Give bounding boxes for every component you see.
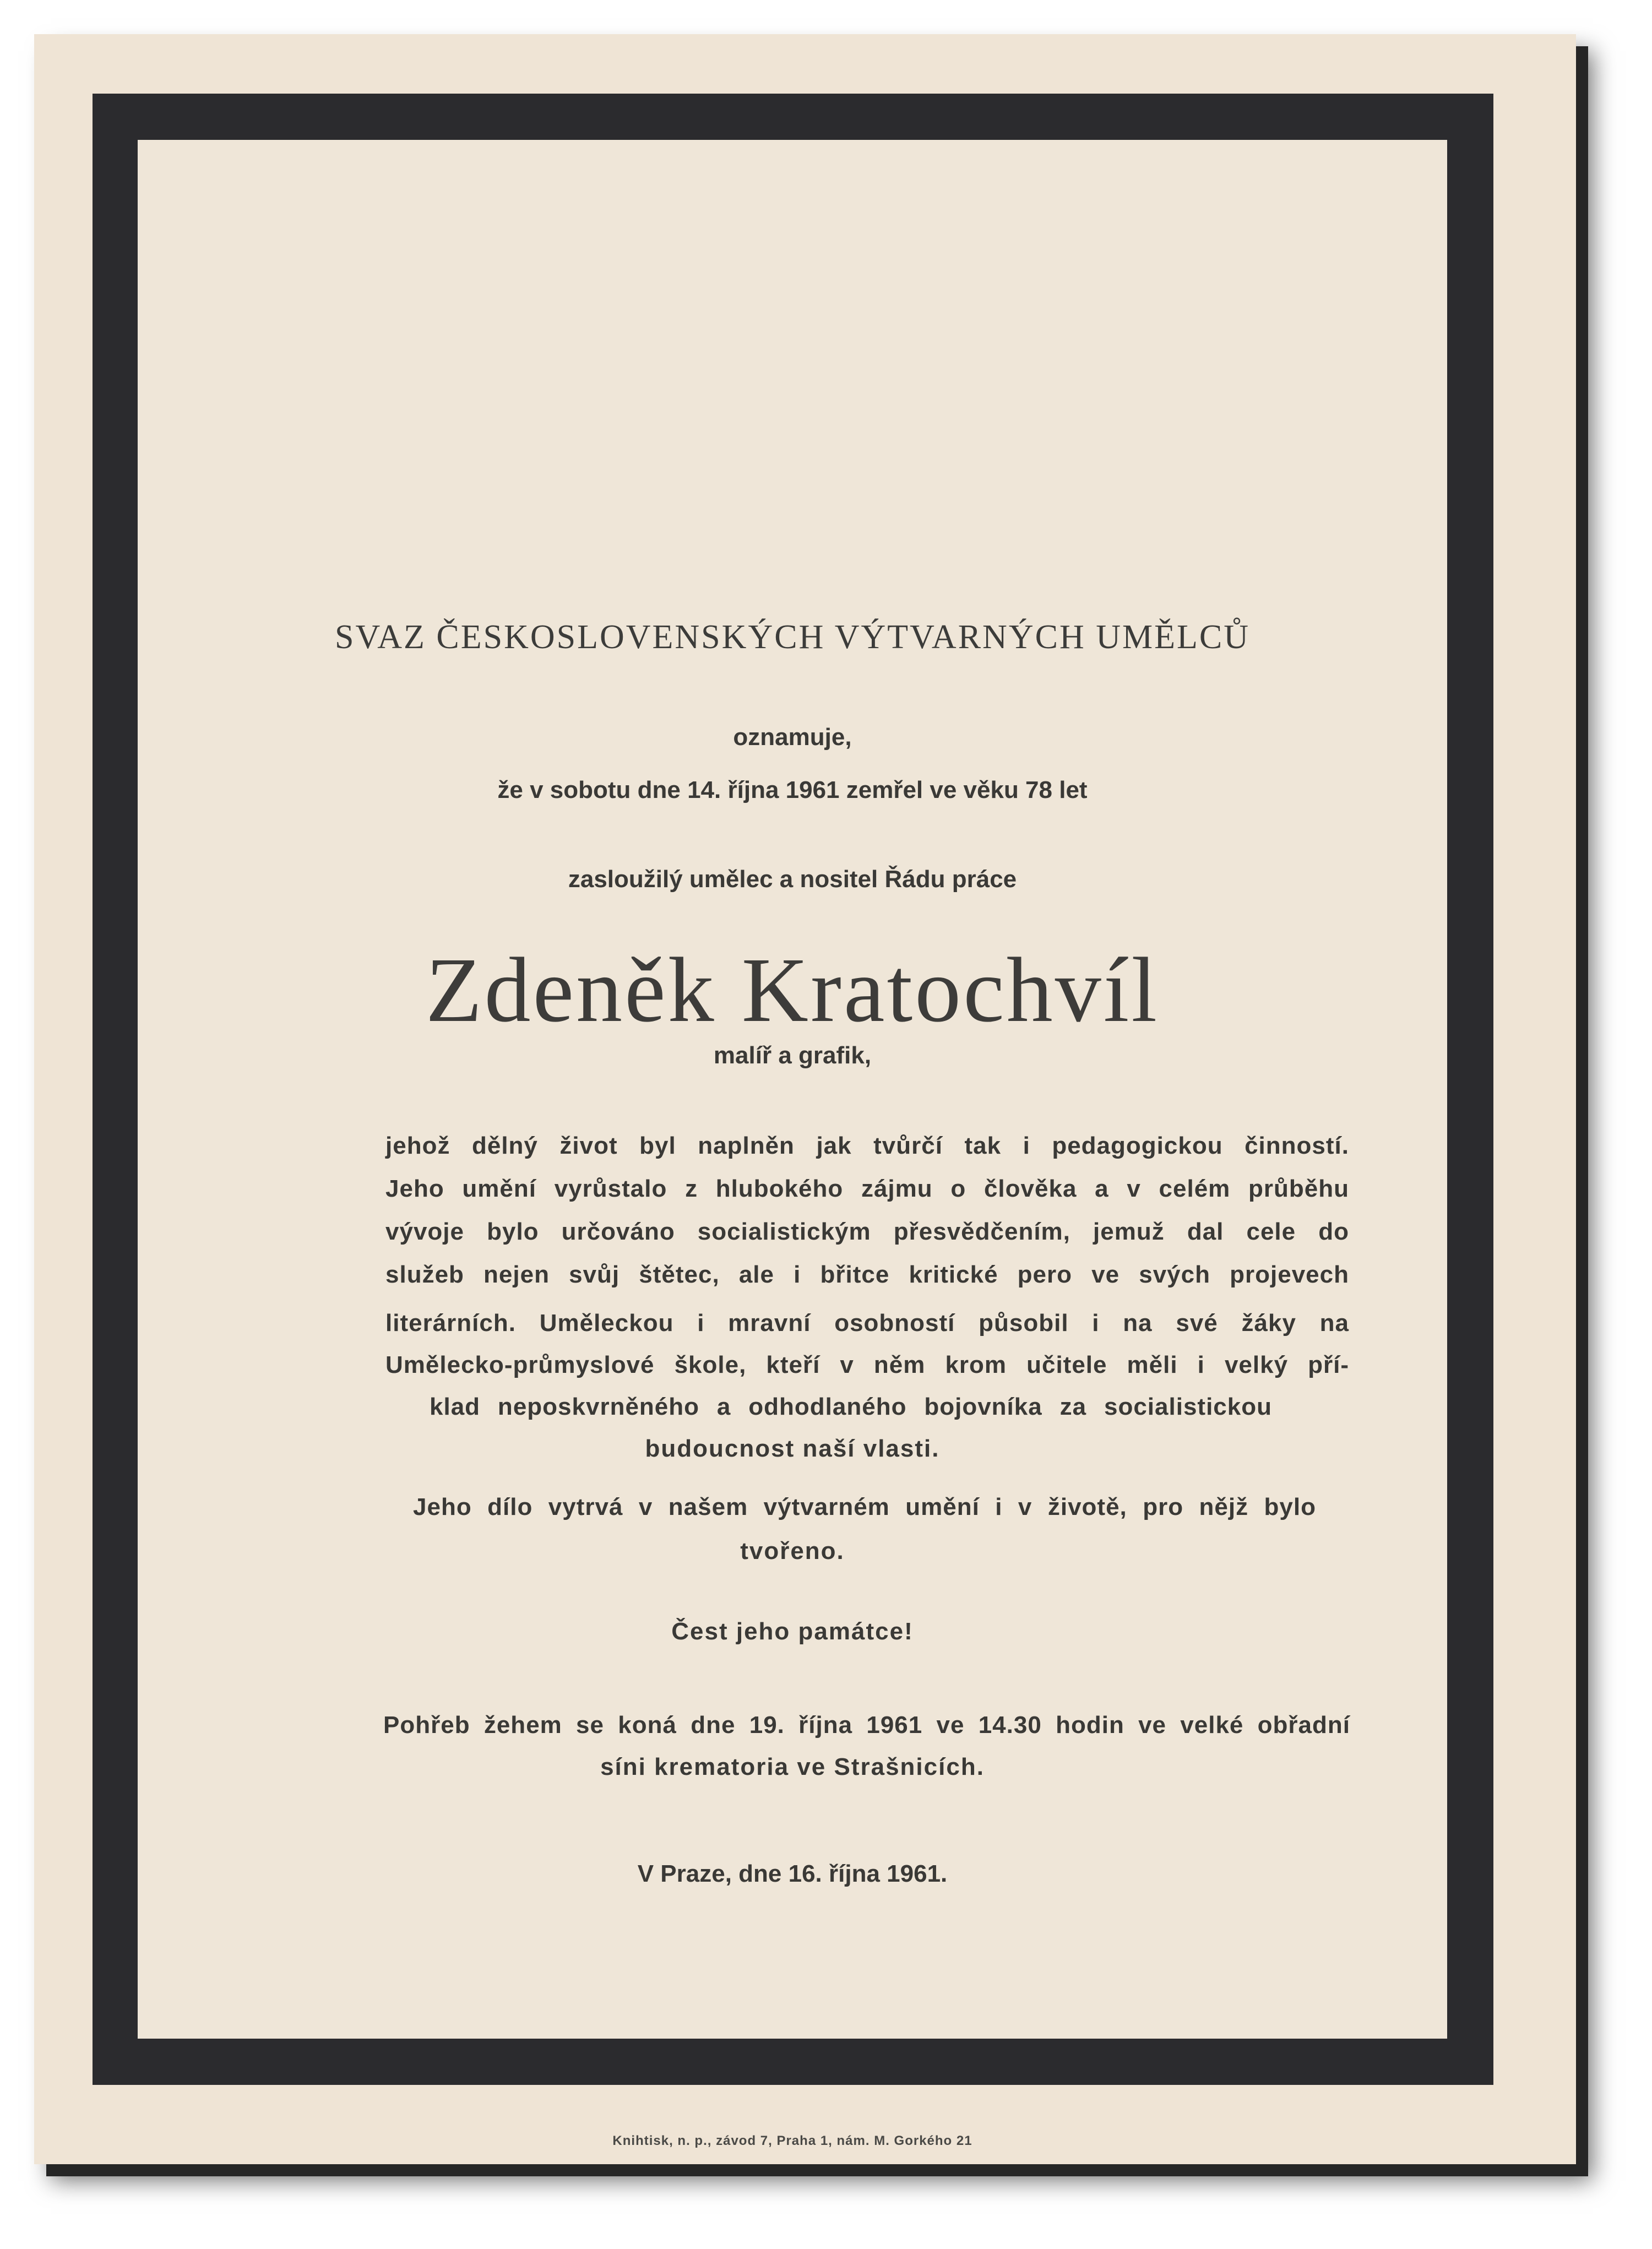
- organization-heading: SVAZ ČESKOSLOVENSKÝCH VÝTVARNÝCH UMĚLCŮ: [334, 618, 1251, 656]
- funeral-line: Pohřeb žehem se koná dne 19. října 1961 ve 14.30 hodin ve velké obřadní: [383, 1712, 1350, 1739]
- funeral-last-line: síni krematoria ve Strašnicích.: [600, 1753, 985, 1780]
- tribute-line: klad neposkvrněného a odhodlaného bojovníka za socialistickou: [430, 1393, 1272, 1420]
- profession-line: malíř a grafik,: [713, 1042, 872, 1069]
- document-sheet: [34, 34, 1576, 2164]
- tribute-line: jehož dělný život byl naplněn jak tvůrčí tak i pedagogickou činností.: [385, 1132, 1349, 1159]
- tribute-line: vývoje bylo určováno socialistickým přesvědčením, jemuž dal cele do: [385, 1218, 1349, 1245]
- tribute-line: Jeho umění vyrůstalo z hlubokého zájmu o člověka a v celém průběhu: [385, 1175, 1349, 1202]
- place-and-date: V Praze, dne 16. října 1961.: [637, 1860, 948, 1887]
- death-notice-line: že v sobotu dne 14. října 1961 zemřel ve věku 78 let: [497, 776, 1088, 803]
- announces-text: oznamuje,: [733, 724, 852, 751]
- legacy-line: Jeho dílo vytrvá v našem výtvarném umění i v životě, pro nějž bylo: [413, 1493, 1316, 1520]
- printer-imprint: Knihtisk, n. p., závod 7, Praha 1, nám. M. Gorkého 21: [612, 2133, 972, 2148]
- mourning-border-frame: [93, 94, 1493, 2148]
- legacy-last-line: tvořeno.: [740, 1538, 845, 1564]
- legacy-paragraph: [413, 1493, 1316, 1527]
- tribute-line: Umělecko-průmyslové škole, kteří v něm krom učitele měli i velký pří-: [385, 1351, 1349, 1378]
- funeral-paragraph: [383, 1712, 1350, 1745]
- tribute-last-line: budoucnost naší vlasti.: [645, 1435, 940, 1462]
- tribute-line: služeb nejen svůj štětec, ale i břitce kritické pero ve svých projevech: [385, 1261, 1349, 1288]
- honor-phrase: Čest jeho památce!: [671, 1618, 914, 1645]
- tribute-line: literárních. Uměleckou i mravní osobností působil i na své žáky na: [385, 1310, 1349, 1337]
- tribute-paragraph: [385, 1132, 1349, 1463]
- deceased-name: Zdeněk Kratochvíl: [425, 939, 1160, 1041]
- honors-line: zasloužilý umělec a nositel Řádu práce: [568, 866, 1017, 893]
